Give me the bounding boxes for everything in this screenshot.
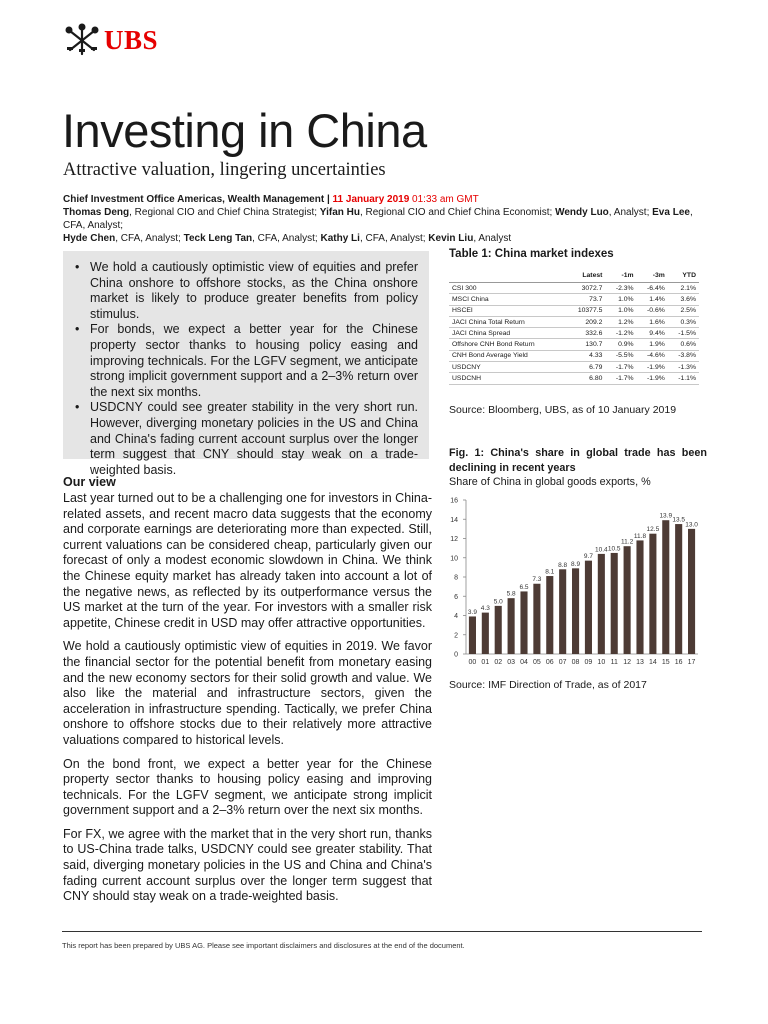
value-cell: -1.3% [668,362,699,373]
bar [546,576,553,654]
bar [469,616,476,654]
value-cell: 0.6% [668,339,699,350]
author-list [63,207,693,244]
figure-title: Fig. 1: China's share in global trade has been declining in recent years [449,447,707,474]
body-paragraph: We hold a cautiously optimistic view of equities in 2019. We favor the financial sector for the potential benefit from monetary easing and the new economy sectors for their solid growth and value. We also like the material and infrastructure sectors, given the acceleration in infrastructure spending. Tactically, we prefer China onshore to offshore stocks due to their relatively more attractive valuations compared to historical levels. [63,639,432,747]
y-tick-label: 0 [454,651,458,659]
data-label: 13.9 [659,512,673,520]
table-header-cell: YTD [668,270,699,283]
data-label: 11.2 [621,538,634,546]
table1-title: Table 1: China market indexes [449,248,614,260]
data-label: 8.9 [571,560,581,568]
value-cell: -4.6% [637,350,668,361]
data-label: 10.5 [607,545,621,553]
summary-bullet: • We hold a cautiously optimistic view of equities and prefer China onshore to offshore stocks, as the China onshore market is likely to produce greater benefits from policy stimulus. [90,260,418,322]
bar [611,553,618,654]
value-cell: 9.4% [637,328,668,339]
index-name-cell: USDCNY [449,362,565,373]
value-cell: -3.8% [668,350,699,361]
data-label: 13.0 [685,521,698,529]
page-subtitle: Attractive valuation, lingering uncertainties [63,160,386,180]
value-cell: -1.9% [637,362,668,373]
body-paragraph: For FX, we agree with the market that in the very short run, thanks to US-China trade talks, USDCNY could see greater stability. That said, diverging monetary policies in the US and China and China's fading current account surplus over the longer term suggest that CNY should stay weak on a trade-weighted basis. [63,826,432,904]
bar [636,540,643,654]
value-cell: 3072.7 [565,283,605,294]
bar [662,520,669,654]
value-cell: 1.4% [637,294,668,305]
data-label: 7.3 [532,576,542,584]
ubs-logo [64,22,158,58]
value-cell: -6.4% [637,283,668,294]
bar [572,568,579,654]
x-tick-label: 14 [648,659,657,666]
value-cell: -1.5% [668,328,699,339]
value-cell: 130.7 [565,339,605,350]
value-cell: 2.5% [668,305,699,316]
value-cell: 10377.5 [565,305,605,316]
table-header-cell: Latest [565,270,605,283]
value-cell: 209.2 [565,316,605,327]
x-tick-label: 01 [481,659,490,666]
author-role: , CFA, Analyst; [252,233,321,244]
author-role: , CFA, Analyst; [63,207,693,231]
table-row [449,316,699,327]
x-tick-label: 10 [597,659,606,666]
value-cell: 0.3% [668,316,699,327]
author-name: Yifan Hu [319,207,360,218]
y-tick-label: 2 [454,632,458,640]
index-name-cell: MSCI China [449,294,565,305]
x-tick-label: 15 [661,659,670,666]
value-cell: 0.9% [605,339,636,350]
table-row [449,294,699,305]
summary-bullet: • USDCNY could see greater stability in the very short run. However, diverging monetary policies in the US and China and China's fading current account surplus over the longer term suggest that CNY should stay weak on a trade-weighted basis. [90,400,418,478]
trade-share-bar-chart [440,490,710,675]
author-name: Teck Leng Tan [183,233,253,244]
bar [675,524,682,654]
footer-divider [62,931,702,932]
value-cell: 2.1% [668,283,699,294]
bar [482,613,489,654]
x-tick-label: 02 [494,659,503,666]
index-name-cell: JACI China Total Return [449,316,565,327]
index-name-cell: USDCNH [449,373,565,384]
table-row [449,283,699,294]
x-tick-label: 08 [571,659,580,666]
byline-time: 01:33 am GMT [409,194,479,205]
data-label: 8.1 [545,568,555,576]
author-role: , Analyst [473,233,512,244]
data-label: 6.5 [519,583,529,591]
table-row [449,362,699,373]
index-name-cell: JACI China Spread [449,328,565,339]
table-header-cell: -3m [637,270,668,283]
byline-date: 11 January 2019 [332,194,410,205]
value-cell: -1.2% [605,328,636,339]
main-body [63,474,432,913]
x-tick-label: 06 [545,659,554,666]
y-tick-label: 16 [450,497,458,505]
value-cell: -2.3% [605,283,636,294]
author-name: Kathy Li [320,233,360,244]
x-tick-label: 11 [610,659,618,666]
author-name: Kevin Liu [428,233,474,244]
value-cell: 6.80 [565,373,605,384]
byline [63,193,713,245]
author-role: , Analyst; [608,207,653,218]
value-cell: -1.9% [637,373,668,384]
data-label: 5.8 [506,590,516,598]
data-label: 12.5 [646,526,660,534]
data-label: 3.9 [467,608,477,616]
table-row [449,339,699,350]
byline-separator: | [324,194,333,205]
x-tick-label: 03 [507,659,516,666]
y-tick-label: 14 [450,516,458,524]
table-body [449,283,699,385]
y-tick-label: 12 [450,536,458,543]
data-label: 13.5 [672,516,685,524]
data-label: 9.7 [583,553,593,561]
bar [585,561,592,654]
data-label: 10.4 [595,546,608,554]
x-tick-label: 07 [558,659,567,666]
index-name-cell: Offshore CNH Bond Return [449,339,565,350]
summary-bullet: • For bonds, we expect a better year for the Chinese property sector thanks to housing policy easing and improving technicals. For the LGFV segment, we anticipate strong implicit government support and a 2–3% return over the next six months. [90,322,418,400]
x-tick-label: 16 [674,659,683,666]
value-cell: -0.6% [637,305,668,316]
value-cell: 6.79 [565,362,605,373]
value-cell: 332.6 [565,328,605,339]
value-cell: 1.9% [637,339,668,350]
value-cell: 73.7 [565,294,605,305]
ubs-three-keys-icon [64,23,100,57]
author-role: , CFA, Analyst; [115,233,184,244]
figure-subtitle: Share of China in global goods exports, % [449,476,651,488]
table-header-row [449,270,699,283]
value-cell: -1.7% [605,362,636,373]
bar [688,529,695,654]
table-row [449,373,699,384]
data-label: 5.0 [493,598,503,606]
summary-box [63,251,429,477]
table1-source: Source: Bloomberg, UBS, as of 10 January 2019 [449,404,677,416]
brand-name: UBS [104,24,159,55]
table-header-cell [449,270,565,283]
x-tick-label: 04 [520,659,528,666]
y-tick-label: 10 [450,555,458,563]
value-cell: 1.0% [605,305,636,316]
value-cell: -5.5% [605,350,636,361]
data-label: 8.8 [558,561,568,569]
x-tick-label: 13 [636,659,644,666]
bar [624,546,631,654]
footer-disclaimer: This report has been prepared by UBS AG. Please see important disclaimers and disclosures at the end of the document. [62,941,465,950]
data-label: 4.3 [480,605,490,613]
author-name: Eva Lee [652,207,690,218]
author-role: , CFA, Analyst; [359,233,429,244]
page-title: Investing in China [62,104,427,157]
x-tick-label: 09 [584,659,593,666]
table-row [449,350,699,361]
bar [559,569,566,654]
value-cell: 1.2% [605,316,636,327]
value-cell: -1.7% [605,373,636,384]
x-tick-label: 05 [532,659,541,666]
index-name-cell: CNH Bond Average Yield [449,350,565,361]
data-label: 11.8 [633,532,647,540]
value-cell: 3.6% [668,294,699,305]
table-row [449,328,699,339]
value-cell: -1.1% [668,373,699,384]
y-tick-label: 8 [454,574,458,582]
table-row [449,305,699,316]
index-name-cell: HSCEI [449,305,565,316]
author-name: Hyde Chen [63,233,116,244]
author-role: , Regional CIO and Chief China Strategist; [129,207,320,218]
x-tick-label: 12 [623,659,632,666]
bar [649,534,656,654]
table-header-cell: -1m [605,270,636,283]
bar [520,591,527,654]
market-indexes-table [449,270,699,385]
section-heading: Our view [63,475,116,489]
bar [598,554,605,654]
y-tick-label: 6 [454,593,458,601]
author-role: , Regional CIO and Chief China Economist; [359,207,556,218]
value-cell: 4.33 [565,350,605,361]
bar [533,584,540,654]
index-name-cell: CSI 300 [449,283,565,294]
bar [508,598,515,654]
x-tick-label: 00 [468,659,477,666]
summary-list [63,251,429,478]
value-cell: 1.6% [637,316,668,327]
bar [495,606,502,654]
body-paragraph: On the bond front, we expect a better year for the Chinese property sector thanks to housing policy easing and improving technicals. For the LGFV segment, we anticipate strong implicit government support and a 2–3% return over the next six months. [63,756,432,818]
body-paragraph: Last year turned out to be a challenging one for investors in China-related assets, and recent macro data suggests that the economy and corporate earnings are deteriorating more than expected. Still, current valuations can be considered cheap, particularly given our forecast of only a modest economic slowdown in China. We think the Chinese equity market has already taken into account a lot of the negative news, as reflected by its outperformance versus the US market at the turn of the year. For investors with a smaller risk appetite, Chinese credit in USD may offer attractive opportunities. [63,491,432,630]
byline-org: Chief Investment Office Americas, Wealth Management [63,194,325,205]
x-tick-label: 17 [687,659,696,666]
figure-source: Source: IMF Direction of Trade, as of 2017 [449,679,647,691]
value-cell: 1.0% [605,294,636,305]
author-name: Thomas Deng [63,207,130,218]
y-tick-label: 4 [454,613,458,620]
author-name: Wendy Luo [555,207,609,218]
